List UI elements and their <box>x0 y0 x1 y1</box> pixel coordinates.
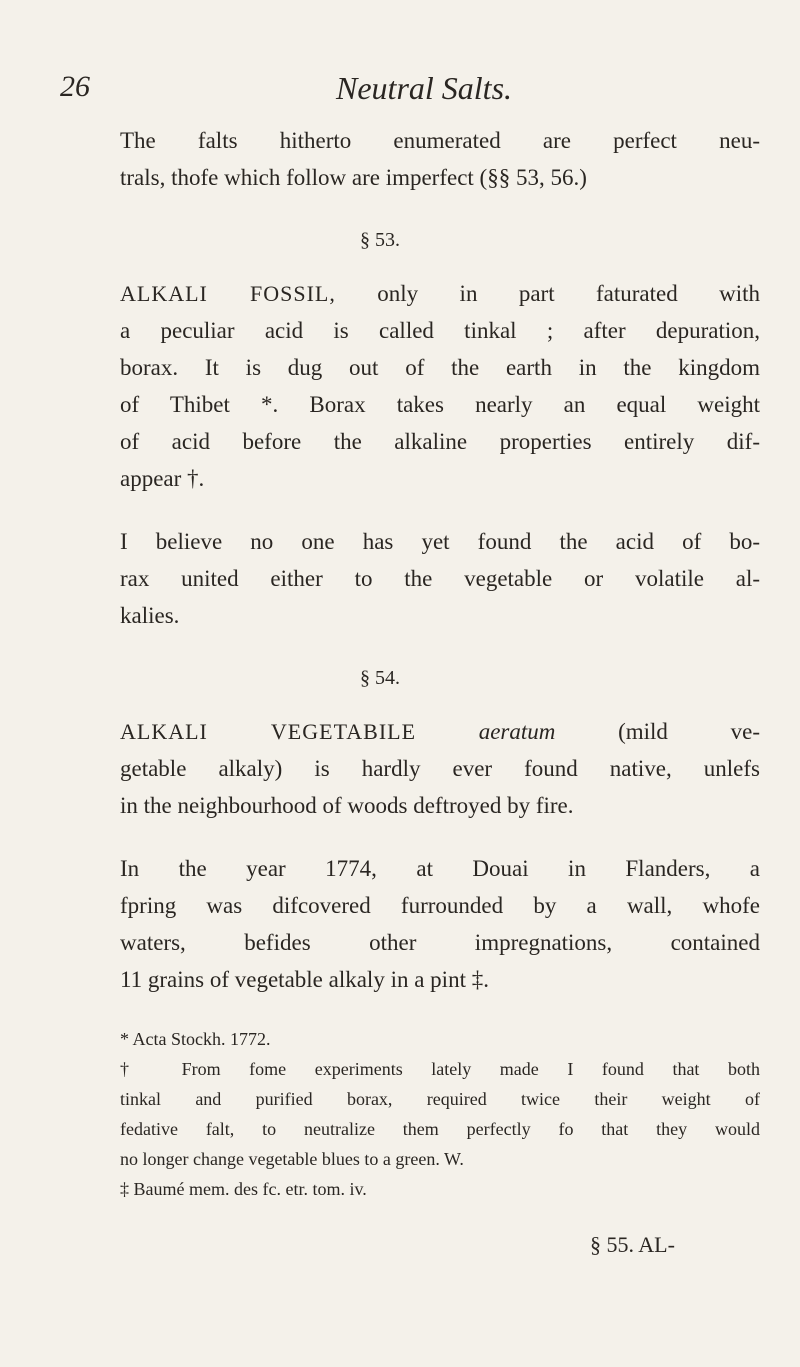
text-line: The falts hitherto enumerated are perfect neu- <box>120 128 760 153</box>
footnote-1: * Acta Stockh. 1772. <box>120 1029 271 1049</box>
footnote-3: ‡ Baumé mem. des fc. etr. tom. iv. <box>120 1179 367 1199</box>
text-line: 11 grains of vegetable alkaly in a pint ‡. <box>120 967 489 992</box>
text-line <box>120 275 760 312</box>
footnotes <box>120 1024 760 1204</box>
text-line: of acid before the alkaline properties entirely dif- <box>120 429 760 454</box>
text-line: rax united either to the vegetable or volatile al- <box>120 566 760 591</box>
page-number: 26 <box>60 70 90 103</box>
footnote-2-line: † From fome experiments lately made I found that both <box>120 1059 760 1079</box>
section-heading-54: § 54. <box>360 667 400 689</box>
entry-head: ALKALI FOSSIL, <box>120 281 336 306</box>
paragraph-douai-spring <box>120 850 760 998</box>
page-body <box>120 122 760 1204</box>
text-line <box>120 713 760 750</box>
text-line: In the year 1774, at Douai in Flanders, a <box>120 856 760 881</box>
text-line: trals, thofe which follow are imperfect (§§ 53, 56.) <box>120 165 587 190</box>
text-line: borax. It is dug out of the earth in the kingdom <box>120 355 760 380</box>
paragraph-alkali-fossil <box>120 275 760 497</box>
text-line: in the neighbourhood of woods deftroyed by fire. <box>120 793 574 818</box>
intro-paragraph <box>120 122 760 196</box>
running-title: Neutral Salts. <box>336 70 513 106</box>
catchword: § 55. AL- <box>590 1232 675 1257</box>
section-heading-53: § 53. <box>360 229 400 251</box>
text-line: a peculiar acid is called tinkal ; after depuration, <box>120 318 760 343</box>
text-line: getable alkaly) is hardly ever found native, unlefs <box>120 756 760 781</box>
text-run: (mild ve- <box>555 719 760 744</box>
text-line: I believe no one has yet found the acid of bo- <box>120 529 760 554</box>
footnote-2-line: tinkal and purified borax, required twice their weight of <box>120 1089 760 1109</box>
text-run: only in part faturated with <box>335 281 760 306</box>
text-line: waters, befides other impregnations, contained <box>120 930 760 955</box>
entry-head: ALKALI VEGETABILE <box>120 719 417 744</box>
paragraph-borax-acid <box>120 523 760 634</box>
text-line: appear †. <box>120 466 205 491</box>
text-line: fpring was difcovered furrounded by a wall, whofe <box>120 893 760 918</box>
text-line: kalies. <box>120 603 180 628</box>
italic-term: aeratum <box>478 719 556 744</box>
footnote-2-line: fedative falt, to neutralize them perfectly fo that they would <box>120 1119 760 1139</box>
text-line: of Thibet *. Borax takes nearly an equal weight <box>120 392 760 417</box>
page-header <box>0 70 800 120</box>
paragraph-alkali-vegetabile <box>120 713 760 824</box>
footnote-2-line: no longer change vegetable blues to a green. W. <box>120 1149 464 1169</box>
